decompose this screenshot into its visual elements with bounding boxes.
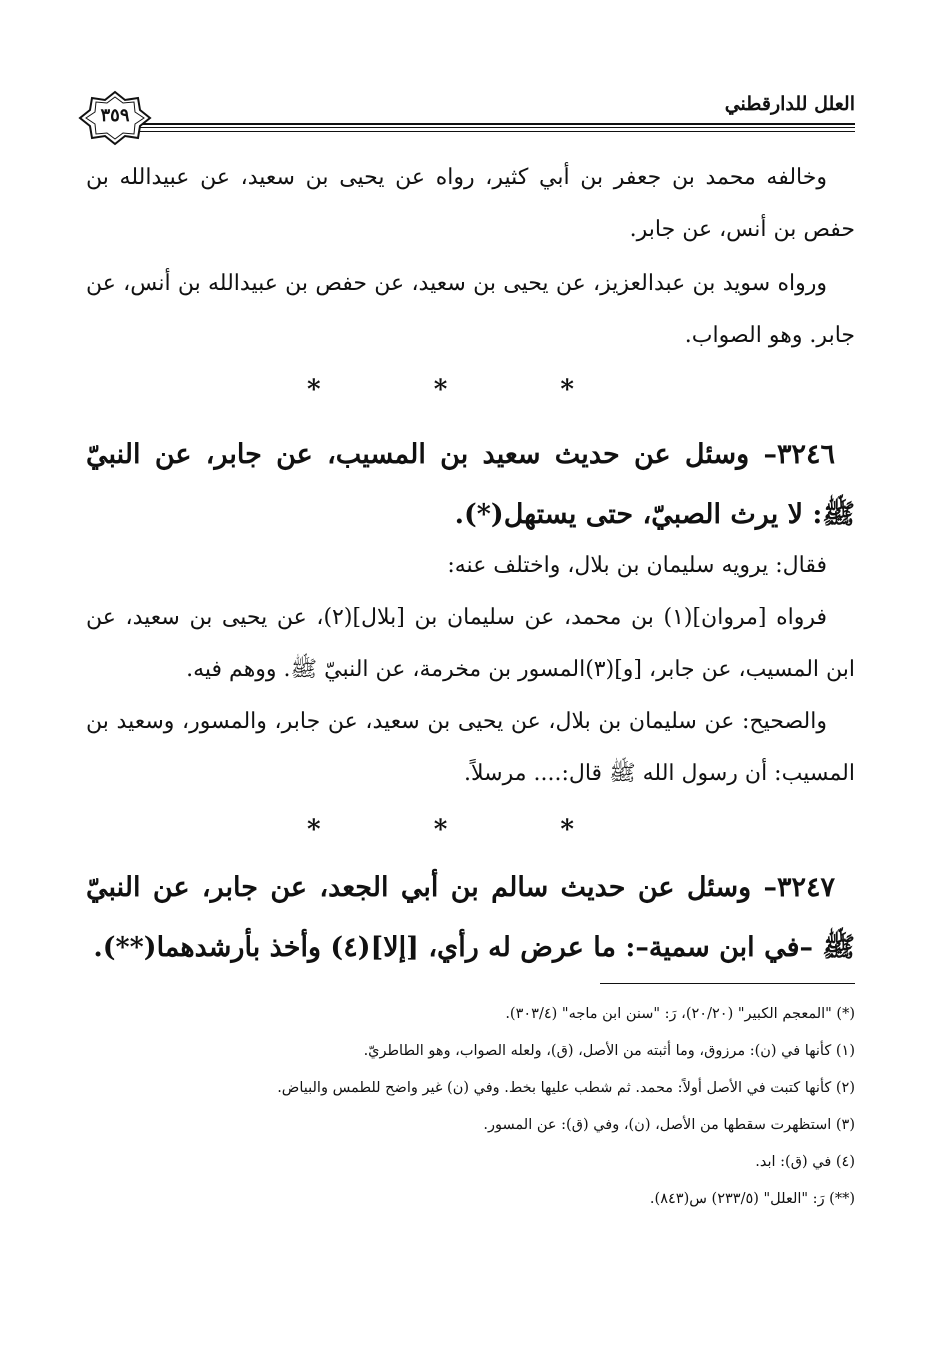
paragraph: وخالفه محمد بن جعفر بن أبي كثير، رواه عن يحيى بن سعيد، عن عبيدالله بن حفص بن أنس، عن جابر. (86, 165, 855, 242)
footnote: (*) "المعجم الكبير" (٢٠/٢٠)، رَ: "سنن ابن ماجه" (٣٠٣/٤). (505, 1006, 855, 1022)
header-rule (140, 123, 855, 125)
page-number: ٣٥٩ (100, 105, 130, 126)
section-separator: * * * (307, 815, 626, 845)
header-rule-thin (140, 127, 855, 128)
paragraph: فرواه [مروان](١) بن محمد، عن سليمان بن [بلال](٢)، عن يحيى بن سعيد، عن ابن المسيب، عن جابر، [و](٣)المسور بن مخرمة، عن النبيّ ﷺ. ووهم فيه. (86, 605, 855, 682)
footnote: (٣) استظهرت سقطها من الأصل، (ن)، وفي (ق): عن المسور. (483, 1117, 855, 1133)
section-separator: * * * (307, 375, 626, 405)
footnote-rule (600, 983, 855, 984)
footnote: (١) كأنها في (ن): مرزوق، وما أثبته من الأصل، (ق)، ولعله الصواب، وهو الطاطريّ. (363, 1043, 855, 1059)
page-number-badge (78, 90, 152, 146)
footnote: (**) رَ: "العلل" (٢٣٣/٥) س(٨٤٣). (649, 1191, 855, 1207)
paragraph: ورواه سويد بن عبدالعزيز، عن يحيى بن سعيد، عن حفص بن عبيدالله بن أنس، عن جابر. وهو الصواب. (86, 271, 855, 348)
footnotes (120, 996, 855, 1218)
book-title: العلل للدارقطني (724, 93, 855, 115)
header-rule-thin (140, 131, 855, 132)
paragraph: والصحيح: عن سليمان بن بلال، عن يحيى بن سعيد، عن جابر، والمسور، وسعيد بن المسيب: أن رسول الله ﷺ قال:.... مرسلاً. (86, 709, 855, 786)
footnote: (٤) في (ق): ابد. (755, 1154, 855, 1170)
entry-heading: ٣٢٤٦– وسئل عن حديث سعيد بن المسيب، عن جابر، عن النبيّ ﷺ: لا يرث الصبيّ، حتى يستهل(*). (86, 439, 855, 530)
footnote: (٢) كأنها كتبت في الأصل أولاً: محمد. ثم شطب عليها بخط. وفي (ن) غير واضح للطمس والبياض. (277, 1080, 855, 1096)
entry-heading: ٣٢٤٧– وسئل عن حديث سالم بن أبي الجعد، عن جابر، عن النبيّ ﷺ –في ابن سمية–: ما عرض له رأي، [إلا](٤) وأخذ بأرشدهما(**). (86, 872, 855, 963)
paragraph: فقال: يرويه سليمان بن بلال، واختلف عنه: (447, 553, 827, 578)
